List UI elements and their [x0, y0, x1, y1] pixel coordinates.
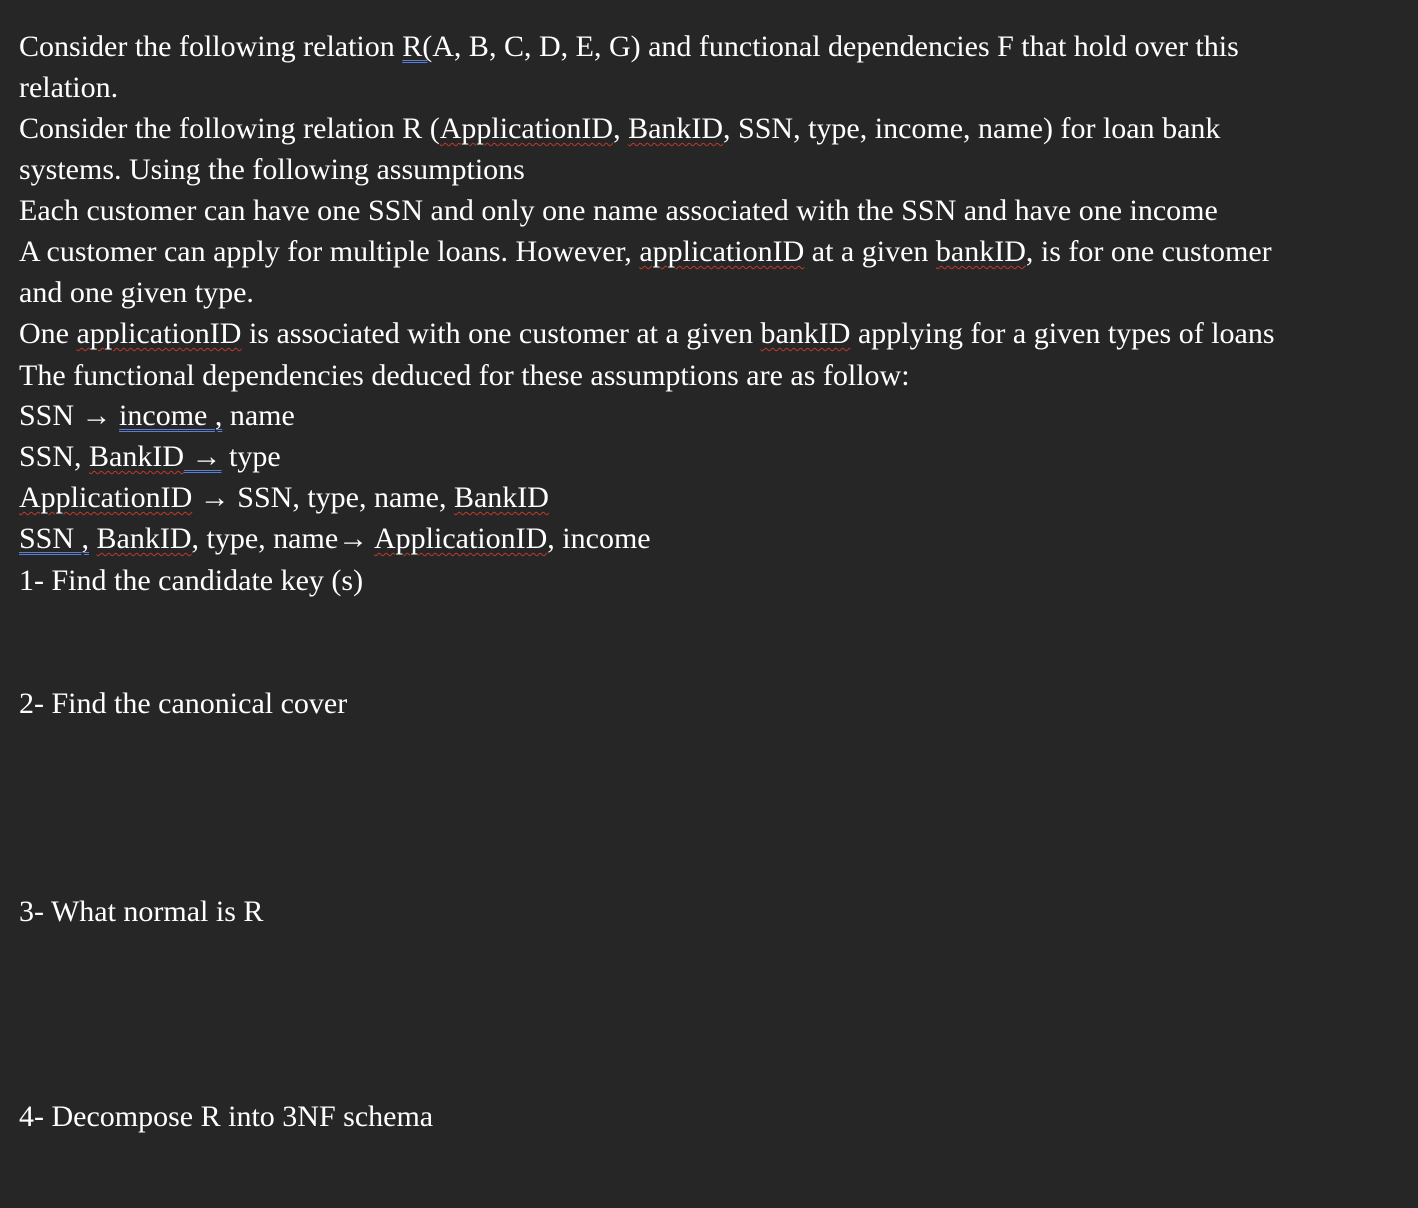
text-run: applying for a given types of loans: [850, 317, 1275, 350]
spelling-flag: BankID: [628, 112, 724, 145]
spelling-flag: ApplicationID: [439, 112, 614, 145]
spelling-flag: bankID: [935, 235, 1026, 268]
text-run: Consider the following relation R (: [19, 112, 440, 145]
question-3: [19, 891, 263, 932]
grammar-flag: [184, 440, 192, 473]
grammar-flag: →: [191, 440, 222, 473]
assumption-2-cont: [19, 272, 254, 313]
grammar-flag: income ,: [119, 399, 223, 432]
text-run: , type, name→: [191, 522, 374, 555]
intro-line-2: [19, 67, 118, 108]
text-run: 3- What normal is R: [19, 895, 264, 928]
text-run: SSN,: [19, 440, 90, 473]
question-1: [19, 560, 363, 601]
text-run: → SSN, type, name,: [192, 481, 454, 514]
text-run: 2- Find the canonical cover: [19, 687, 348, 720]
intro-line-1: [19, 26, 1239, 67]
text-run: The functional dependencies deduced for these assumptions are as follow:: [19, 359, 910, 392]
functional-dependency-3: [19, 477, 549, 518]
text-run: at a given: [804, 235, 936, 268]
text-run: name: [222, 399, 295, 432]
grammar-flag: SSN ,: [19, 522, 90, 555]
context-line-2: [19, 149, 525, 190]
text-run: A, B, C, D, E, G) and functional dependencies F that hold over this: [432, 30, 1239, 63]
spelling-flag: BankID: [89, 440, 185, 473]
spelling-flag: applicationID: [639, 235, 805, 268]
assumption-2: [19, 231, 1272, 272]
spelling-flag: applicationID: [76, 317, 242, 350]
text-run: Each customer can have one SSN and only one name associated with the SSN and have one income: [19, 194, 1218, 227]
text-run: [89, 522, 97, 555]
spelling-flag: BankID: [453, 481, 549, 514]
text-run: 1- Find the candidate key (s): [19, 564, 364, 597]
spelling-flag: bankID: [760, 317, 851, 350]
text-run: , SSN, type, income, name) for loan bank: [723, 112, 1221, 145]
functional-dependency-4: [19, 518, 651, 559]
spelling-flag: ApplicationID: [19, 481, 193, 514]
text-run: is associated with one customer at a given: [241, 317, 761, 350]
question-2: [19, 683, 347, 724]
text-run: A customer can apply for multiple loans. However,: [19, 235, 640, 268]
grammar-flag: R(: [402, 30, 433, 63]
text-run: , is for one customer: [1025, 235, 1272, 268]
text-run: One: [19, 317, 77, 350]
text-run: Consider the following relation: [19, 30, 403, 63]
spelling-flag: BankID: [96, 522, 192, 555]
text-run: ,: [613, 112, 629, 145]
text-run: and one given type.: [19, 276, 254, 309]
text-run: type: [221, 440, 281, 473]
text-run: systems. Using the following assumptions: [19, 153, 525, 186]
question-4: [19, 1096, 433, 1137]
context-line-1: [19, 108, 1220, 149]
assumption-3: [19, 313, 1275, 354]
text-run: 4- Decompose R into 3NF schema: [19, 1100, 434, 1133]
spelling-flag: ApplicationID: [374, 522, 548, 555]
functional-dependency-1: [19, 395, 295, 436]
fd-intro-line: [19, 355, 910, 396]
text-run: , income: [547, 522, 651, 555]
assumption-1: [19, 190, 1218, 231]
text-run: relation.: [19, 71, 119, 104]
text-run: SSN →: [19, 399, 120, 432]
functional-dependency-2: [19, 436, 281, 477]
